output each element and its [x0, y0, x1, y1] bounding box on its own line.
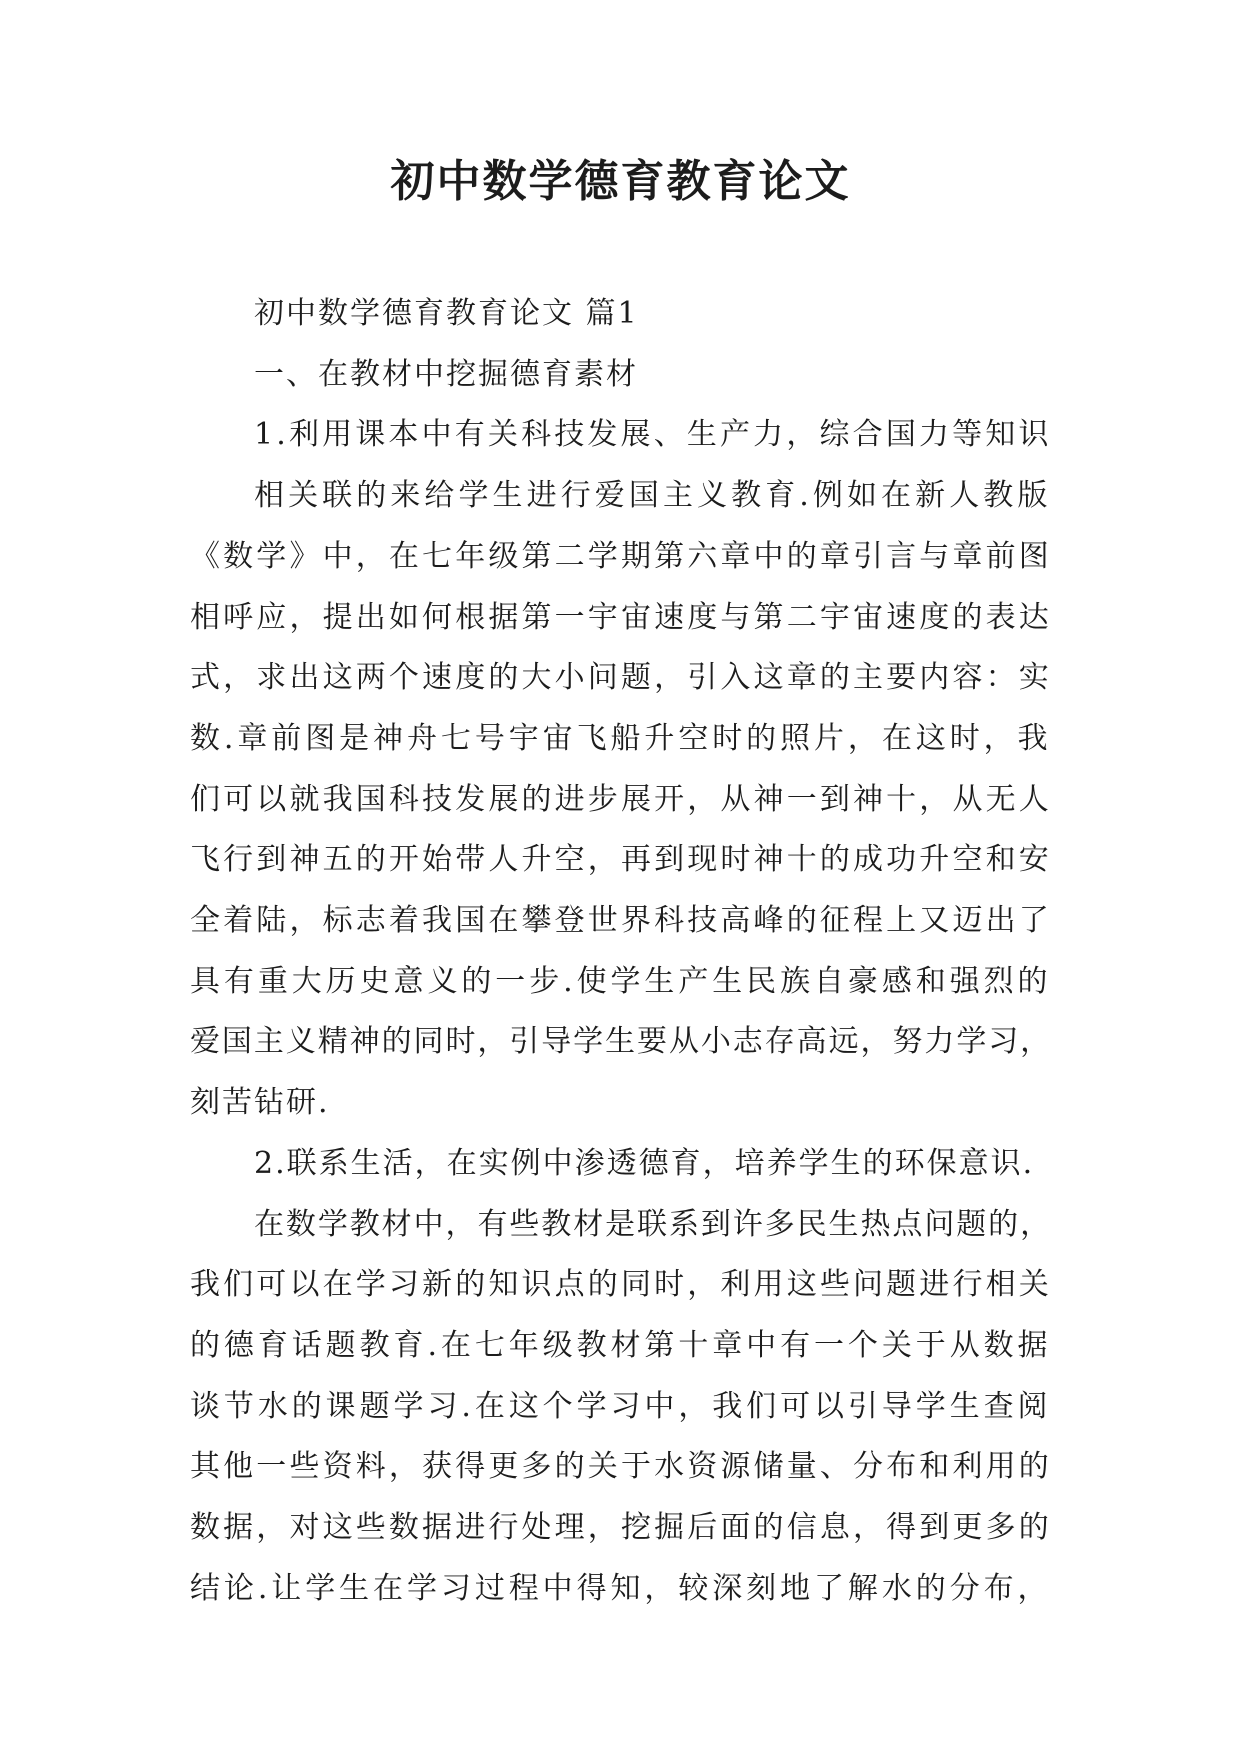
- body-line: 我们可以在学习新的知识点的同时，利用这些问题进行相关: [190, 1267, 1052, 1302]
- body-line: 结论.让学生在学习过程中得知，较深刻地了解水的分布，: [190, 1571, 1052, 1606]
- body-line: 初中数学德育教育论文 篇1: [254, 296, 639, 331]
- body-line: 《数学》中，在七年级第二学期第六章中的章引言与章前图: [190, 539, 1052, 574]
- body-line: 们可以就我国科技发展的进步展开，从神一到神十，从无人: [190, 782, 1052, 817]
- body-line: 数.章前图是神舟七号宇宙飞船升空时的照片，在这时，我: [190, 721, 1052, 756]
- body-line: 相关联的来给学生进行爱国主义教育.例如在新人教版: [254, 478, 1052, 513]
- body-line: 2.联系生活，在实例中渗透德育，培养学生的环保意识.: [254, 1146, 1035, 1181]
- body-line: 谈节水的课题学习.在这个学习中，我们可以引导学生查阅: [190, 1389, 1052, 1424]
- body-line: 在数学教材中，有些教材是联系到许多民生热点问题的，: [254, 1207, 1052, 1242]
- body-line: 爱国主义精神的同时，引导学生要从小志存高远，努力学习，: [190, 1024, 1053, 1059]
- body-line: 其他一些资料，获得更多的关于水资源储量、分布和利用的: [190, 1449, 1052, 1484]
- body-line: 相呼应，提出如何根据第一宇宙速度与第二宇宙速度的表达: [190, 600, 1052, 635]
- document-title: 初中数学德育教育论文: [390, 156, 851, 207]
- body-line: 式，求出这两个速度的大小问题，引入这章的主要内容：实: [190, 660, 1052, 695]
- body-line: 具有重大历史意义的一步.使学生产生民族自豪感和强烈的: [190, 964, 1052, 999]
- body-line: 数据，对这些数据进行处理，挖掘后面的信息，得到更多的: [190, 1510, 1052, 1545]
- body-line: 1.利用课本中有关科技发展、生产力，综合国力等知识: [254, 417, 1052, 452]
- body-line: 全着陆，标志着我国在攀登世界科技高峰的征程上又迈出了: [190, 903, 1052, 938]
- body-line: 飞行到神五的开始带人升空，再到现时神十的成功升空和安: [190, 842, 1052, 877]
- body-line: 一、在教材中挖掘德育素材: [254, 357, 638, 392]
- body-line: 的德育话题教育.在七年级教材第十章中有一个关于从数据: [190, 1328, 1052, 1363]
- body-line: 刻苦钻研.: [190, 1085, 330, 1120]
